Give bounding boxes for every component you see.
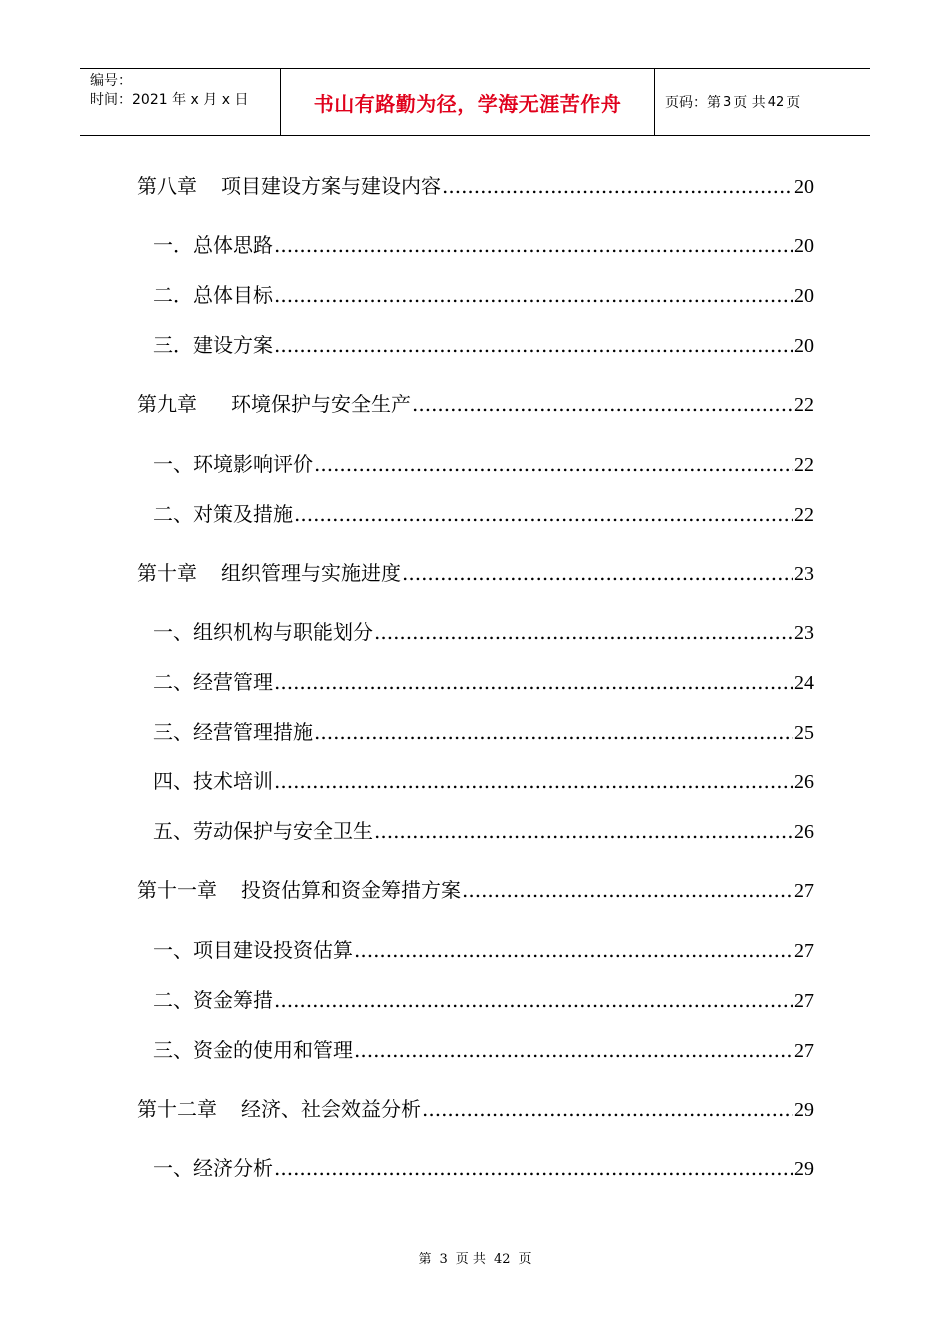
footer-suffix: 页	[518, 1252, 532, 1267]
toc-entry-title: 劳动保护与安全卫生	[193, 819, 373, 843]
toc-section-entry[interactable]	[153, 669, 814, 696]
toc-entry-title: 环境影响评价	[193, 452, 313, 476]
toc-section-entry[interactable]	[153, 768, 814, 795]
toc-section-entry[interactable]	[153, 232, 814, 259]
toc-entry-page: 20	[794, 335, 814, 357]
toc-entry-number: 第八章	[137, 174, 197, 198]
toc-dot-leader	[374, 619, 793, 645]
header-page-suffix: 页	[786, 95, 801, 111]
footer-total: 42	[493, 1252, 511, 1267]
page-header	[80, 68, 870, 136]
toc-entry-title: 资金筹措	[193, 988, 273, 1012]
toc-entry-title: 组织管理与实施进度	[221, 561, 401, 585]
toc-entry-page: 29	[794, 1099, 814, 1121]
toc-entry-title: 项目建设方案与建设内容	[221, 174, 441, 198]
toc-dot-leader	[274, 232, 793, 258]
toc-section-entry[interactable]	[153, 501, 814, 528]
toc-dot-leader	[314, 451, 793, 477]
toc-dot-leader	[274, 332, 793, 358]
toc-entry-title: 总体目标	[193, 283, 273, 307]
toc-entry-number: 三．	[153, 333, 193, 357]
toc-entry-page: 24	[794, 672, 814, 694]
toc-dot-leader	[274, 768, 793, 794]
toc-section-entry[interactable]	[153, 1155, 814, 1182]
footer-prefix: 第	[418, 1252, 432, 1267]
toc-entry-number: 第十一章	[137, 878, 217, 902]
toc-chapter-entry[interactable]	[137, 391, 814, 418]
header-page-mid: 页 共	[733, 95, 766, 111]
toc-entry-page: 26	[794, 771, 814, 793]
toc-section-entry[interactable]	[153, 1037, 814, 1064]
header-page-current: 3	[723, 94, 732, 110]
toc-entry-title: 经营管理	[193, 670, 273, 694]
toc-entry-title: 投资估算和资金筹措方案	[241, 878, 461, 902]
document-number-label: 编号：	[90, 73, 132, 89]
toc-entry-page: 22	[794, 504, 814, 526]
toc-section-entry[interactable]	[153, 451, 814, 478]
header-motto: 书山有路勤为径，学海无涯苦作舟	[281, 69, 655, 135]
toc-entry-number: 第十章	[137, 561, 197, 585]
toc-dot-leader	[294, 501, 793, 527]
footer-current: 3	[439, 1252, 448, 1267]
toc-entry-number: 一、	[153, 620, 193, 644]
toc-entry-page: 22	[794, 454, 814, 476]
toc-entry-number: 二、	[153, 502, 193, 526]
toc-entry-title: 经营管理措施	[193, 720, 313, 744]
toc-entry-title: 组织机构与职能划分	[193, 620, 373, 644]
header-page-info	[655, 69, 870, 135]
toc-entry-number: 一、	[153, 452, 193, 476]
toc-entry-page: 23	[794, 563, 814, 585]
toc-entry-number: 一、	[153, 938, 193, 962]
toc-dot-leader	[374, 818, 793, 844]
toc-dot-leader	[442, 173, 793, 199]
toc-section-entry[interactable]	[153, 937, 814, 964]
toc-entry-number: 三、	[153, 720, 193, 744]
toc-entry-number: 二、	[153, 670, 193, 694]
toc-entry-number: 二、	[153, 988, 193, 1012]
toc-entry-title: 项目建设投资估算	[193, 938, 353, 962]
toc-entry-title: 建设方案	[193, 333, 273, 357]
toc-entry-title: 经济分析	[193, 1156, 273, 1180]
toc-dot-leader	[274, 1155, 793, 1181]
toc-entry-page: 20	[794, 176, 814, 198]
toc-dot-leader	[402, 560, 793, 586]
toc-entry-page: 23	[794, 622, 814, 644]
toc-entry-title: 经济、社会效益分析	[241, 1097, 421, 1121]
toc-entry-title: 技术培训	[193, 769, 273, 793]
toc-entry-page: 27	[794, 990, 814, 1012]
toc-chapter-entry[interactable]	[137, 1096, 814, 1123]
toc-entry-page: 27	[794, 1040, 814, 1062]
toc-section-entry[interactable]	[153, 719, 814, 746]
toc-dot-leader	[274, 669, 793, 695]
toc-dot-leader	[274, 987, 793, 1013]
header-meta	[80, 69, 281, 135]
toc-section-entry[interactable]	[153, 332, 814, 359]
toc-entry-page: 22	[794, 394, 814, 416]
header-page-total: 42	[767, 94, 785, 110]
toc-entry-page: 25	[794, 722, 814, 744]
toc-dot-leader	[274, 282, 793, 308]
toc-entry-title: 对策及措施	[193, 502, 293, 526]
toc-section-entry[interactable]	[153, 818, 814, 845]
toc-section-entry[interactable]	[153, 987, 814, 1014]
toc-entry-page: 20	[794, 285, 814, 307]
toc-entry-number: 二．	[153, 283, 193, 307]
toc-chapter-entry[interactable]	[137, 877, 814, 904]
toc-section-entry[interactable]	[153, 282, 814, 309]
toc-entry-title: 环境保护与安全生产	[231, 392, 411, 416]
document-date: 时间：2021 年 x 月 x 日	[90, 92, 249, 108]
toc-entry-page: 26	[794, 821, 814, 843]
toc-entry-number: 第十二章	[137, 1097, 217, 1121]
toc-entry-page: 27	[794, 880, 814, 902]
toc-entry-title: 资金的使用和管理	[193, 1038, 353, 1062]
footer-mid: 页 共	[455, 1252, 486, 1267]
toc-entry-title: 总体思路	[193, 233, 273, 257]
toc-dot-leader	[354, 1037, 793, 1063]
toc-entry-number: 五、	[153, 819, 193, 843]
toc-dot-leader	[412, 391, 793, 417]
toc-entry-number: 第九章	[137, 392, 197, 416]
toc-chapter-entry[interactable]	[137, 173, 814, 200]
toc-chapter-entry[interactable]	[137, 560, 814, 587]
toc-entry-number: 一．	[153, 233, 193, 257]
toc-entry-page: 20	[794, 235, 814, 257]
toc-dot-leader	[314, 719, 793, 745]
page-footer	[0, 1248, 950, 1267]
toc-dot-leader	[422, 1096, 793, 1122]
toc-entry-number: 三、	[153, 1038, 193, 1062]
toc-entry-number: 一、	[153, 1156, 193, 1180]
toc-entry-number: 四、	[153, 769, 193, 793]
toc-entry-page: 27	[794, 940, 814, 962]
toc-dot-leader	[354, 937, 793, 963]
toc-section-entry[interactable]	[153, 619, 814, 646]
toc-dot-leader	[462, 877, 793, 903]
toc-entry-page: 29	[794, 1158, 814, 1180]
header-page-prefix: 页码：第	[665, 95, 721, 111]
